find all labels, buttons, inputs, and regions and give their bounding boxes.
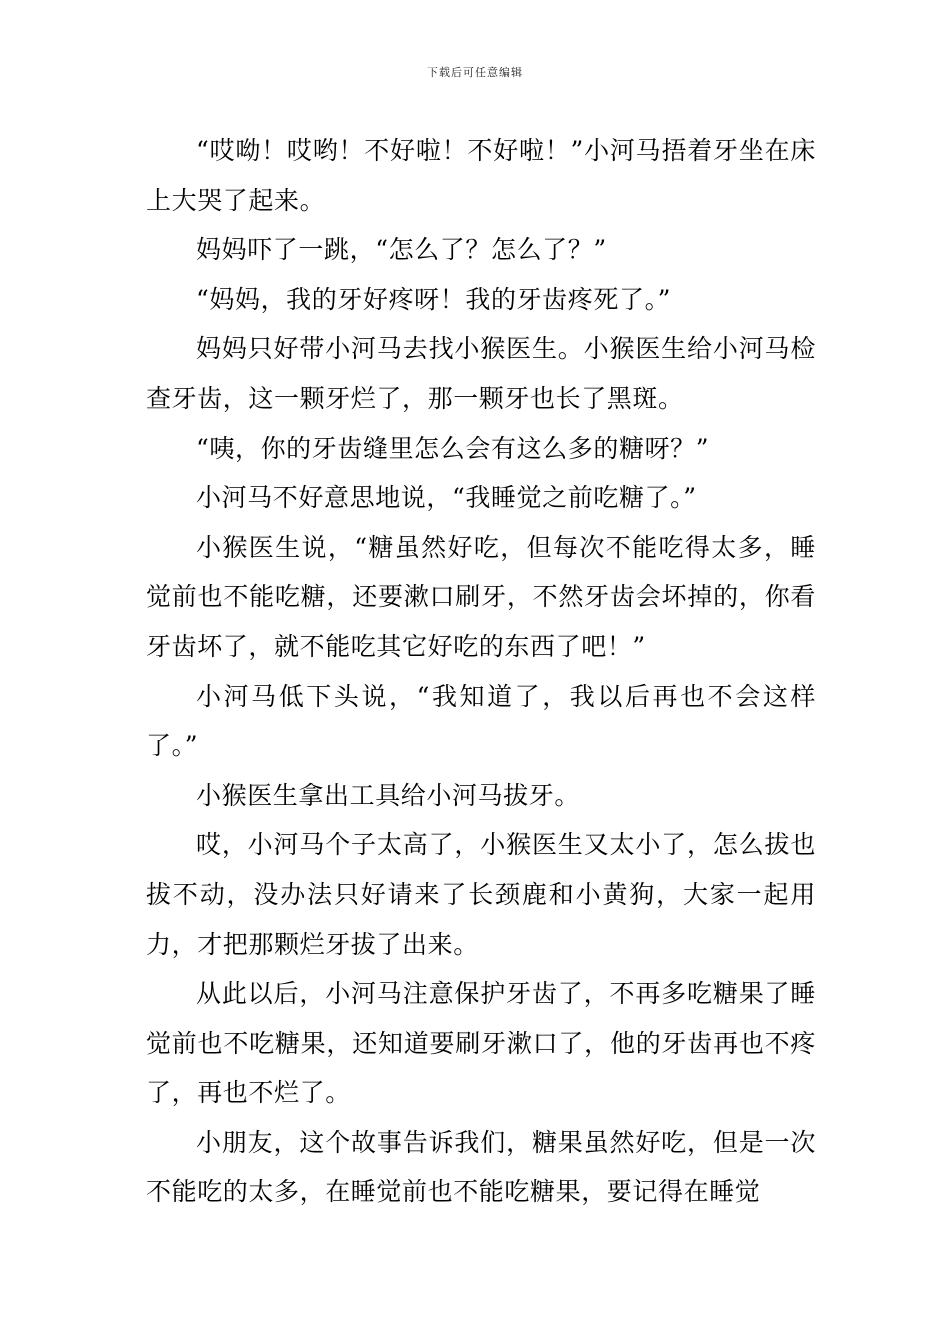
page-header: 下载后可任意编辑 [427, 66, 523, 79]
paragraph-8: 小河马低下头说，“我知道了，我以后再也不会这样了。” [146, 681, 816, 761]
paragraph-6: 小河马不好意思地说，“我睡觉之前吃糖了。” [196, 483, 697, 513]
paragraph-12: 小朋友，这个故事告诉我们，糖果虽然好吃，但是一次不能吃的太多，在睡觉前也不能吃糖果，要记得在睡觉 [146, 1127, 816, 1207]
paragraph-1: “哎呦！哎哟！不好啦！不好啦！”小河马捂着牙坐在床上大哭了起来。 [146, 136, 816, 215]
story-body [146, 126, 816, 1217]
paragraph-10: 哎，小河马个子太高了，小猴医生又太小了，怎么拔也拔不动，没办法只好请来了长颈鹿和小黄狗，大家一起用力，才把那颗烂牙拔了出来。 [146, 830, 816, 959]
paragraph-9: 小猴医生拿出工具给小河马拔牙。 [196, 780, 581, 810]
paragraph-7: 小猴医生说，“糖虽然好吃，但每次不能吃得太多，睡觉前也不能吃糖，还要漱口刷牙，不然牙齿会坏掉的，你看牙齿坏了，就不能吃其它好吃的东西了吧！” [146, 532, 816, 661]
paragraph-4: 妈妈只好带小河马去找小猴医生。小猴医生给小河马检查牙齿，这一颗牙烂了，那一颗牙也长了黑斑。 [146, 334, 816, 413]
paragraph-5: “咦，你的牙齿缝里怎么会有这么多的糖呀？” [196, 433, 710, 463]
paragraph-11: 从此以后，小河马注意保护牙齿了，不再多吃糖果了睡觉前也不吃糖果，还知道要刷牙漱口了，他的牙齿再也不疼了，再也不烂了。 [146, 979, 816, 1108]
paragraph-3: “妈妈，我的牙好疼呀！我的牙齿疼死了。” [196, 284, 672, 314]
paragraph-2: 妈妈吓了一跳，“怎么了？怎么了？” [196, 235, 607, 265]
